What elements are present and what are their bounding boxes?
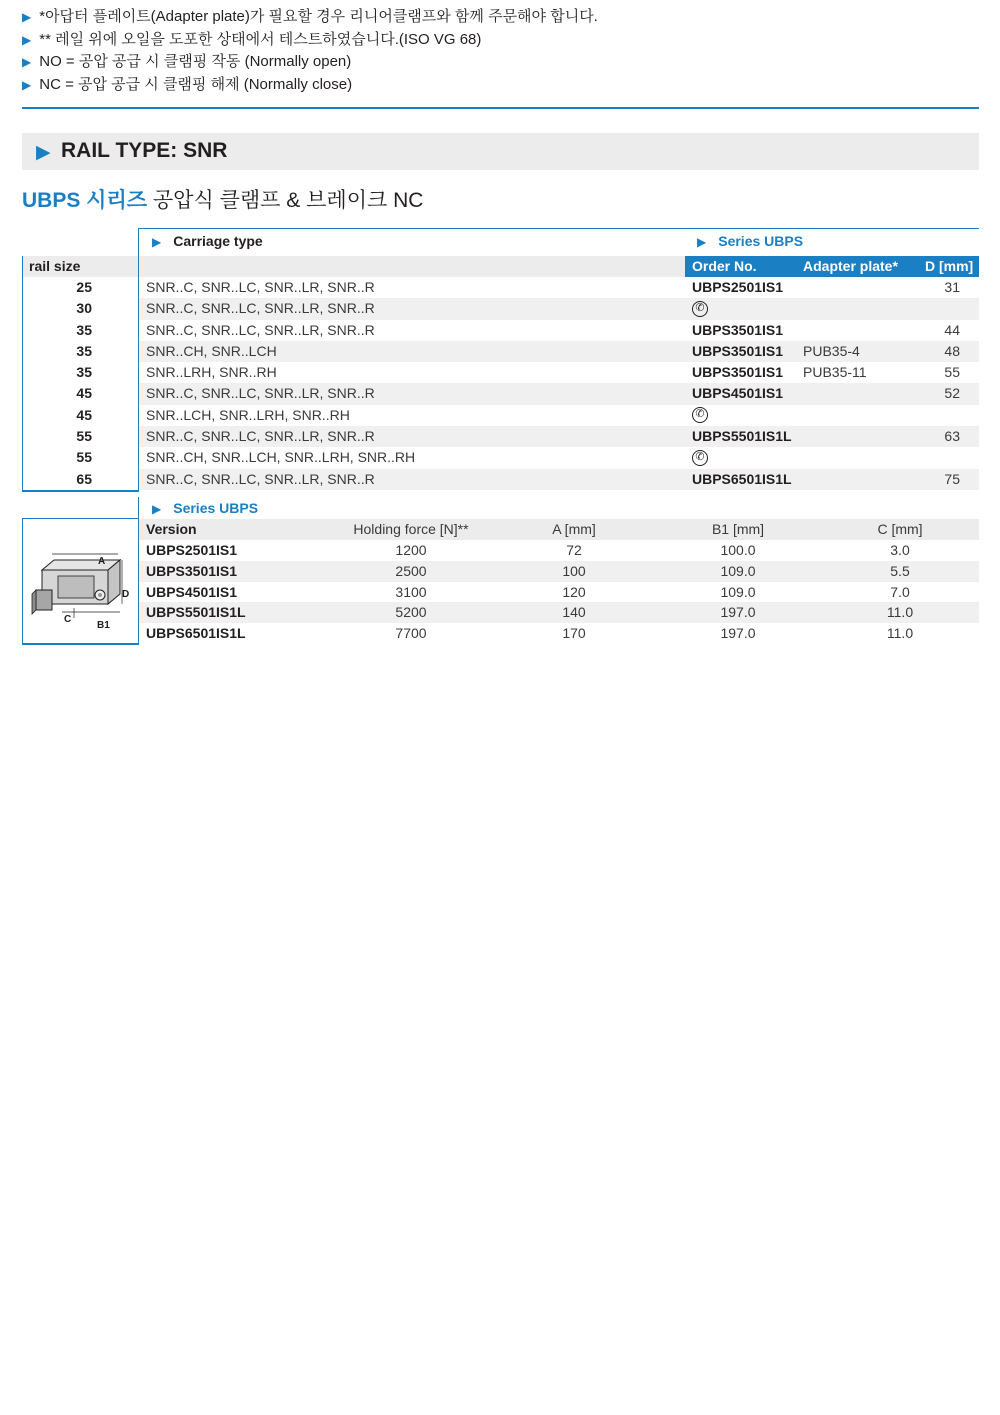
rail-size-cell: 25 [76,279,92,295]
table-row [22,447,979,468]
holding-force-cell: 5200 [395,604,427,621]
rail-size-cell: 55 [76,428,92,445]
spec-table [22,497,979,644]
clamp-dimension-diagram [22,540,138,640]
triangle-bullet-icon: ▶ [152,502,162,516]
a-mm-cell: 170 [562,625,586,642]
rail-size-cell: 35 [76,342,92,359]
holding-force-cell: 2500 [395,562,427,579]
dimension-label-a: A [98,556,106,567]
spec-table-body [22,540,979,644]
triangle-bullet-icon: ▶ [36,142,51,163]
d-mm-header: D [mm] [925,258,974,274]
b1-mm-cell: 100.0 [720,542,756,558]
c-mm-cell: 11.0 [886,625,914,642]
notes-list [22,6,979,96]
b1-mm-header: B1 [mm] [711,521,765,537]
a-mm-cell: 120 [562,583,586,600]
adapter-plate-header: Adapter plate* [803,258,898,274]
carriage-type-cell: SNR..C, SNR..LC, SNR..LR, SNR..R [146,300,375,317]
order-table [22,228,979,490]
a-mm-cell: 100 [562,562,586,579]
dimension-label-d: D [122,589,130,600]
rail-size-underline [22,490,139,492]
rail-size-cell: 65 [76,470,92,487]
section-title: RAIL TYPE: SNR [61,139,228,162]
triangle-bullet-icon: ▶ [22,32,32,47]
series-header: ▶ Series UBPS [152,500,259,516]
d-mm-cell: 48 [944,342,960,359]
note-item: ▶ NC = 공압 공급 시 클램핑 해제 (Normally close) [22,74,979,97]
spec-row [22,540,979,561]
version-cell: UBPS3501IS1 [146,562,238,579]
order-no-cell [692,447,708,468]
column-divider [138,497,139,645]
triangle-bullet-icon: ▶ [697,235,707,249]
series-description: 공압식 클램프 & 브레이크 NC [152,189,424,212]
carriage-type-cell: SNR..C, SNR..LC, SNR..LR, SNR..R [146,279,375,295]
left-border [22,256,23,492]
c-mm-cell: 5.5 [890,562,910,579]
c-mm-cell: 3.0 [890,542,910,558]
carriage-type-cell: SNR..CH, SNR..LCH [146,342,277,359]
holding-force-cell: 3100 [395,583,427,600]
table-row [22,426,979,447]
order-no-cell [692,405,708,426]
rail-size-cell: 55 [76,449,92,466]
table-row [22,341,979,362]
c-mm-header: C [mm] [877,521,923,537]
carriage-type-cell: SNR..C, SNR..LC, SNR..LR, SNR..R [146,470,375,487]
holding-force-cell: 7700 [395,625,427,642]
column-header-row [22,256,979,277]
spec-header-row [22,519,979,540]
b1-mm-cell: 197.0 [720,604,756,621]
series-header: ▶ Series UBPS [697,233,804,249]
version-cell: UBPS2501IS1 [146,542,238,558]
table-row [22,383,979,404]
order-no-cell: UBPS3501IS1 [692,342,784,359]
spec-row [22,602,979,623]
series-name: UBPS 시리즈 [22,189,148,212]
spec-row [22,582,979,603]
rail-size-cell: 30 [76,300,92,317]
spec-row [22,561,979,582]
top-divider [22,107,979,109]
adapter-plate-cell: PUB35-4 [803,342,860,359]
rail-size-header: rail size [22,256,138,277]
a-mm-cell: 72 [566,542,582,558]
b1-mm-cell: 109.0 [720,562,756,579]
carriage-type-cell: SNR..LCH, SNR..LRH, SNR..RH [146,406,350,423]
table-row [22,320,979,341]
section-band [22,133,979,170]
spec-row [22,623,979,644]
c-mm-cell: 7.0 [890,583,910,600]
order-no-cell: UBPS6501IS1L [692,470,792,487]
d-mm-cell: 31 [944,279,960,295]
d-mm-cell: 44 [944,321,960,338]
note-item: ▶ *아답터 플레이트(Adapter plate)가 필요할 경우 리니어클램프와 함께 주문해야 합니다. [22,6,979,29]
order-header-bar [685,256,979,277]
d-mm-cell: 55 [944,364,960,381]
carriage-type-header: ▶ Carriage type [152,233,263,249]
b1-mm-cell: 197.0 [720,625,756,642]
table-row [22,405,979,426]
d-mm-cell: 52 [944,385,960,402]
table-top-header [22,228,979,256]
dimension-label-c: C [64,614,72,625]
table-row [22,469,979,490]
d-mm-cell: 63 [944,428,960,445]
carriage-type-cell: SNR..CH, SNR..LCH, SNR..LRH, SNR..RH [146,449,416,466]
holding-force-cell: 1200 [395,542,427,558]
diagram-top-border [22,518,139,519]
carriage-type-cell: SNR..C, SNR..LC, SNR..LR, SNR..R [146,385,375,402]
triangle-bullet-icon: ▶ [152,235,162,249]
table-row [22,362,979,383]
carriage-type-cell: SNR..C, SNR..LC, SNR..LR, SNR..R [146,428,375,445]
order-no-cell: UBPS3501IS1 [692,321,784,338]
product-subtitle [22,186,423,216]
carriage-type-cell: SNR..LRH, SNR..RH [146,364,277,381]
adapter-plate-cell: PUB35-11 [803,364,867,381]
order-no-cell: UBPS5501IS1L [692,428,792,445]
order-no-header: Order No. [692,258,757,274]
note-item: ▶ ** 레일 위에 오일을 도포한 상태에서 테스트하였습니다.(ISO VG 68) [22,29,979,52]
triangle-bullet-icon: ▶ [22,77,32,92]
version-header: Version [146,521,197,537]
rail-size-cell: 35 [76,364,92,381]
rail-size-cell: 45 [76,385,92,402]
column-divider [138,228,139,492]
version-cell: UBPS6501IS1L [146,625,246,642]
table-row [22,298,979,319]
spec-table-title-row [22,497,979,519]
triangle-bullet-icon: ▶ [22,10,32,24]
b1-mm-cell: 109.0 [720,583,756,600]
dimension-label-b1: B1 [97,620,110,631]
carriage-type-cell: SNR..C, SNR..LC, SNR..LR, SNR..R [146,321,375,338]
phone-icon: ✆ [692,450,708,466]
a-mm-header: A [mm] [552,521,596,537]
version-cell: UBPS5501IS1L [146,604,246,621]
holding-force-header: Holding force [N]** [353,521,469,537]
table-body [22,277,979,490]
triangle-bullet-icon: ▶ [22,55,32,69]
diagram-bottom-border [22,643,139,645]
order-no-cell: UBPS2501IS1 [692,279,784,295]
note-item: ▶ NO = 공압 공급 시 클램핑 작동 (Normally open) [22,51,979,74]
table-row [22,277,979,298]
a-mm-cell: 140 [562,604,586,621]
d-mm-cell: 75 [944,470,960,487]
order-no-cell: UBPS3501IS1 [692,364,784,381]
phone-icon: ✆ [692,407,708,423]
version-cell: UBPS4501IS1 [146,583,238,600]
rail-size-cell: 35 [76,321,92,338]
order-no-cell [692,298,708,319]
order-no-cell: UBPS4501IS1 [692,385,784,402]
rail-size-cell: 45 [76,406,92,423]
phone-icon: ✆ [692,301,708,317]
c-mm-cell: 11.0 [886,604,914,621]
